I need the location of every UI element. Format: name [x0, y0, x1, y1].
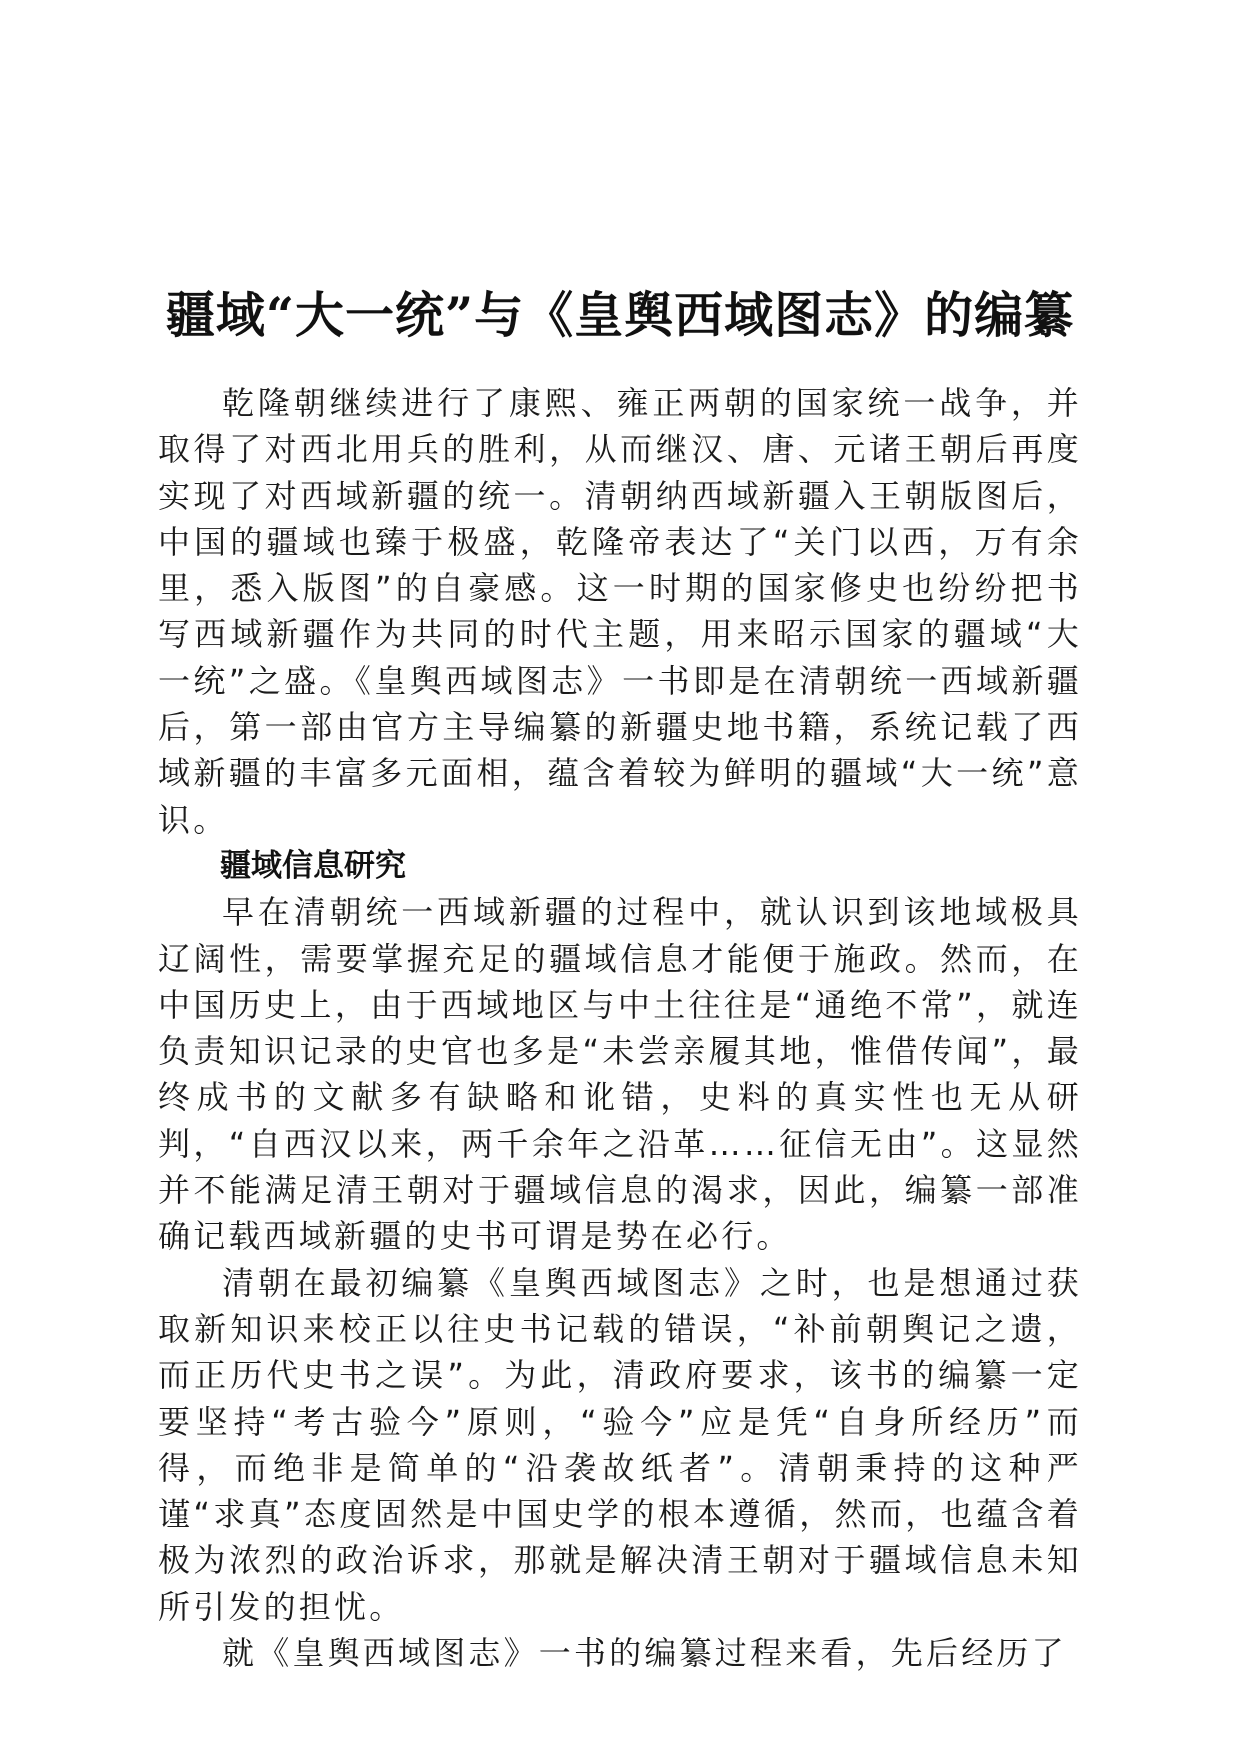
document-body	[158, 380, 1082, 1676]
intro-paragraph: 乾隆朝继续进行了康熙、雍正两朝的国家统一战争，并取得了对西北用兵的胜利，从而继汉、唐、元诸王朝后再度实现了对西域新疆的统一。清朝纳西域新疆入王朝版图后，中国的疆域也臻于极盛，乾隆帝表达了“关门以西，万有余里，悉入版图”的自豪感。这一时期的国家修史也纷纷把书写西域新疆作为共同的时代主题，用来昭示国家的疆域“大一统”之盛。《皇舆西域图志》一书即是在清朝统一西域新疆后，第一部由官方主导编纂的新疆史地书籍，系统记载了西域新疆的丰富多元面相，蕴含着较为鲜明的疆域“大一统”意识。	[158, 384, 1082, 839]
section-paragraph-2: 清朝在最初编纂《皇舆西域图志》之时，也是想通过获取新知识来校正以往史书记载的错误，“补前朝舆记之遗，而正历代史书之误”。为此，清政府要求，该书的编纂一定要坚持“考古验今”原则，“验今”应是凭“自身所经历”而得，而绝非是简单的“沿袭故纸者”。清朝秉持的这种严谨“求真”态度固然是中国史学的根本遵循，然而，也蕴含着极为浓烈的政治诉求，那就是解决清王朝对于疆域信息未知所引发的担忧。	[158, 1263, 1082, 1626]
section-paragraph-3: 就《皇舆西域图志》一书的编纂过程来看，先后经历了	[222, 1634, 1067, 1673]
document-title: 疆域“大一统”与《皇舆西域图志》的编纂	[165, 285, 1075, 344]
section-paragraph-1: 早在清朝统一西域新疆的过程中，就认识到该地域极具辽阔性，需要掌握充足的疆域信息才能便于施政。然而，在中国历史上，由于西域地区与中土往往是“通绝不常”，就连负责知识记录的史官也多是“未尝亲履其地，惟借传闻”，最终成书的文献多有缺略和讹错，史料的真实性也无从研判，“自西汉以来，两千余年之沿革……征信无由”。这显然并不能满足清王朝对于疆域信息的渴求，因此，编纂一部准确记载西域新疆的史书可谓是势在必行。	[158, 893, 1082, 1256]
section-heading: 疆域信息研究	[220, 847, 406, 884]
